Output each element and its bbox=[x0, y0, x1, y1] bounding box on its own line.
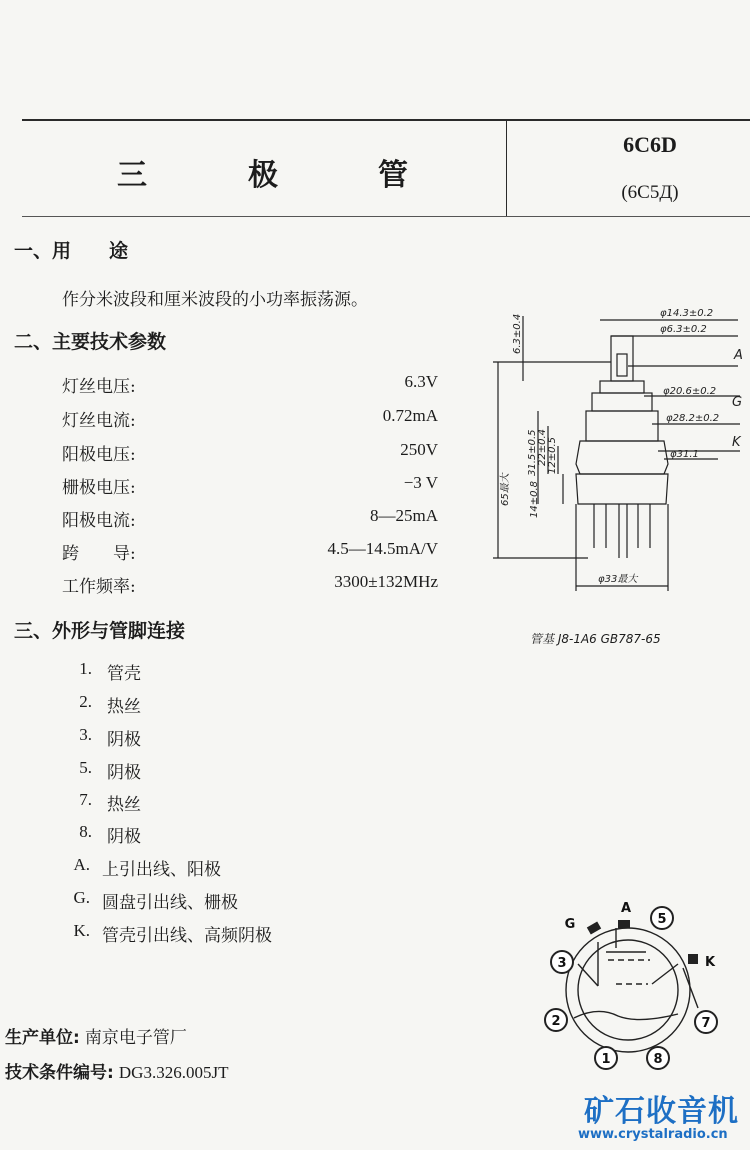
disc-step-1 bbox=[600, 381, 644, 393]
pin-label: 阴极 bbox=[107, 730, 141, 750]
spec-label: 灯丝电压: bbox=[62, 377, 136, 397]
pin-label: 阴极 bbox=[107, 763, 141, 783]
tube-body-lower bbox=[576, 441, 668, 474]
pin-number: 8. bbox=[79, 822, 92, 841]
dim-label: 6.3±0.4 bbox=[512, 313, 523, 354]
manufacturer-line bbox=[5, 1023, 187, 1048]
dim-label: φ14.3±0.2 bbox=[660, 308, 714, 319]
spec-value: 3300±132MHz bbox=[334, 572, 438, 591]
pin-number-label: 3 bbox=[557, 956, 567, 971]
dim-label: φ20.6±0.2 bbox=[663, 386, 717, 397]
spec-number-line bbox=[5, 1058, 228, 1083]
tube-base bbox=[576, 474, 668, 504]
dim-label: φ6.3±0.2 bbox=[660, 324, 707, 335]
spec-number-key: 技术条件编号: bbox=[5, 1063, 114, 1083]
model-number: 6C6D bbox=[623, 132, 677, 157]
dim-label: φ28.2±0.2 bbox=[666, 413, 720, 424]
lead-label-G: G bbox=[732, 395, 743, 410]
pin-number-label: 7 bbox=[701, 1016, 711, 1031]
pin-number: G. bbox=[73, 888, 90, 907]
spec-label: 阳极电压: bbox=[62, 445, 136, 465]
pin-label: 管壳 bbox=[107, 664, 141, 684]
spec-value: 0.72mA bbox=[382, 406, 438, 425]
spec-label: 阳极电流: bbox=[62, 511, 136, 531]
spec-value: 250V bbox=[400, 440, 438, 459]
section-purpose-heading: 一、用 途 bbox=[14, 240, 129, 262]
anode-stem bbox=[617, 354, 627, 376]
manufacturer-value: 南京电子管厂 bbox=[84, 1028, 187, 1048]
pin-letter-G: G bbox=[564, 917, 576, 932]
pin-label: 热丝 bbox=[107, 795, 141, 815]
pin-number-label: 2 bbox=[551, 1014, 561, 1029]
spec-label: 跨 导: bbox=[62, 544, 136, 564]
base-standard-caption: 管基 J8-1А6 GB787-65 bbox=[530, 632, 661, 646]
pin-number: 3. bbox=[79, 725, 92, 744]
grid-tab bbox=[587, 922, 601, 935]
cathode-tab bbox=[688, 954, 698, 964]
section-specs-heading: 二、主要技术参数 bbox=[14, 331, 167, 353]
title-char-1: 三 bbox=[117, 158, 147, 193]
section-pins-heading: 三、外形与管脚连接 bbox=[14, 620, 186, 642]
header-bottom-rule bbox=[22, 216, 750, 217]
base-circle bbox=[566, 928, 690, 1052]
pin-number: 2. bbox=[79, 692, 92, 711]
pin-number-label: 8 bbox=[653, 1052, 663, 1067]
pin-number-label: 5 bbox=[657, 912, 667, 927]
pin-number: A. bbox=[73, 855, 90, 874]
pin-number: 1. bbox=[79, 659, 92, 678]
spec-label: 灯丝电流: bbox=[62, 411, 136, 431]
internal-lead bbox=[683, 968, 698, 1008]
pin-number: 7. bbox=[79, 790, 92, 809]
spec-value: −3 V bbox=[403, 473, 438, 492]
dim-label: 14±0.8 bbox=[529, 480, 540, 518]
pin-number: 5. bbox=[79, 758, 92, 777]
lead-label-K: K bbox=[732, 435, 741, 450]
pin-label: 上引出线、阳极 bbox=[102, 860, 221, 880]
internal-lead bbox=[652, 964, 678, 984]
pin-label: 阴极 bbox=[107, 827, 141, 847]
dim-label: φ33最大 bbox=[598, 574, 638, 585]
spec-number-value: DG3.326.005JT bbox=[118, 1063, 229, 1082]
title-char-2: 极 bbox=[248, 158, 278, 193]
dim-label: 22±0.4 bbox=[537, 428, 548, 466]
grid-disc bbox=[592, 393, 652, 411]
inner-circle bbox=[578, 940, 678, 1040]
watermark-title: 矿石收音机 bbox=[584, 1094, 739, 1129]
internal-lead bbox=[574, 1011, 678, 1019]
manufacturer-key: 生产单位: bbox=[5, 1028, 80, 1048]
alt-model-number: (6C5Д) bbox=[621, 182, 679, 203]
spec-value: 4.5—14.5mA/V bbox=[327, 539, 438, 558]
anode-cap bbox=[611, 336, 633, 381]
anode-tab bbox=[618, 920, 630, 928]
header-divider bbox=[506, 121, 507, 216]
spec-label: 工作频率: bbox=[62, 577, 136, 597]
tube-body-upper bbox=[586, 411, 658, 441]
watermark-url: www.crystalradio.cn bbox=[578, 1127, 728, 1142]
dim-label: 65最大 bbox=[500, 473, 511, 506]
spec-label: 栅极电压: bbox=[62, 478, 136, 498]
pinout-diagram bbox=[538, 898, 718, 1080]
pin-letter-A: A bbox=[620, 901, 632, 916]
pin-letter-K: K bbox=[704, 955, 716, 970]
pin-label: 圆盘引出线、栅极 bbox=[102, 893, 238, 913]
header-top-rule bbox=[22, 119, 750, 121]
lead-label-A: A bbox=[734, 348, 743, 363]
purpose-text: 作分米波段和厘米波段的小功率振荡源。 bbox=[62, 290, 368, 310]
tube-outline-drawing bbox=[488, 296, 750, 596]
pin-number: K. bbox=[73, 921, 90, 940]
dim-label: 31.5±0.5 bbox=[527, 429, 538, 476]
pin-number-label: 1 bbox=[601, 1052, 611, 1067]
title-char-3: 管 bbox=[378, 158, 408, 193]
pin-label: 热丝 bbox=[107, 697, 141, 717]
spec-value: 6.3V bbox=[404, 372, 438, 391]
dim-label: φ31.1 bbox=[670, 449, 699, 460]
pin-label: 管壳引出线、高频阴极 bbox=[102, 926, 272, 946]
dim-label: 12±0.5 bbox=[547, 436, 558, 474]
spec-value: 8—25mA bbox=[370, 506, 438, 525]
